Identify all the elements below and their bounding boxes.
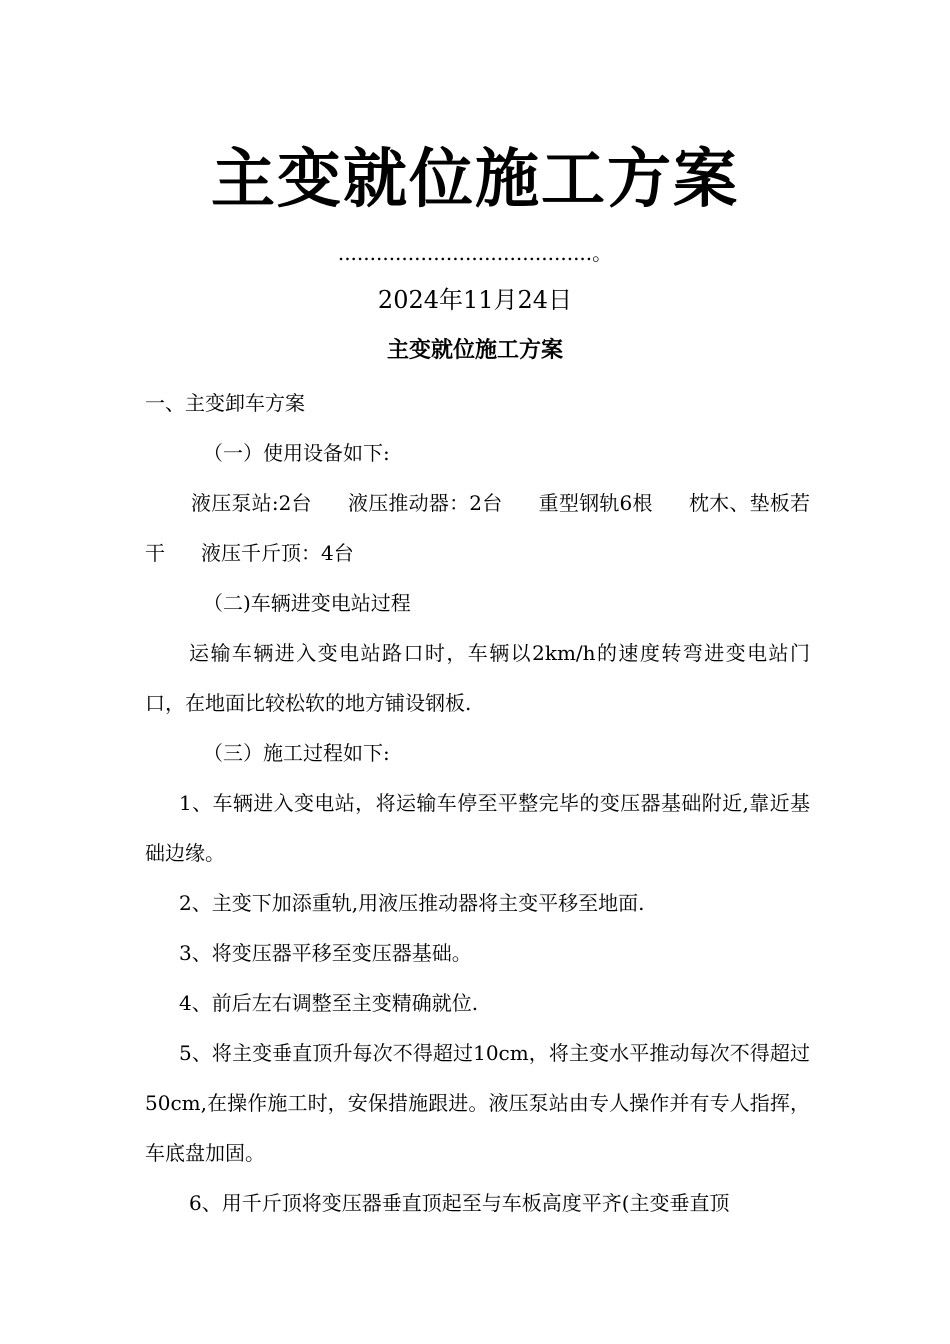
main-title: 主变就位施工方案	[211, 143, 739, 217]
section-heading: 一、主变卸车方案	[145, 391, 305, 415]
document-body	[145, 378, 810, 1228]
equipment-wood: 枕木、垫板若干	[145, 491, 811, 565]
vehicle-heading: （二)车辆进变电站过程	[203, 591, 411, 615]
step-item: 5、将主变垂直顶升每次不得超过10cm，将主变水平推动每次不得超过50cm,在操作施工时，安保措施跟进。液压泵站由专人操作并有专人指挥，车底盘加固。	[145, 1041, 810, 1165]
equipment-list	[145, 478, 810, 578]
step-item: 6、用千斤顶将变压器垂直顶起至与车板高度平齐(主变垂直顶	[189, 1191, 730, 1215]
equipment-pump: 液压泵站:2台	[191, 491, 312, 515]
step-item: 2、主变下加添重轨,用液压推动器将主变平移至地面.	[179, 891, 645, 915]
vehicle-paragraph: 运输车辆进入变电站路口时，车辆以2km/h的速度转弯进变电站门口，在地面比较松软的地方铺设钢板.	[145, 641, 810, 715]
step-item: 1、车辆进入变电站，将运输车停至平整完毕的变压器基础附近,靠近基础边缘。	[145, 791, 810, 865]
dotted-line: ........................................。	[337, 241, 613, 265]
equipment-heading: （一）使用设备如下:	[203, 441, 390, 465]
document-date: 2024年11月24日	[377, 286, 573, 314]
process-heading: （三）施工过程如下:	[203, 741, 390, 765]
sub-title: 主变就位施工方案	[386, 338, 563, 363]
step-item: 4、前后左右调整至主变精确就位.	[179, 991, 479, 1015]
equipment-jack: 液压千斤顶：4台	[201, 541, 354, 565]
equipment-pusher: 液压推动器：2台	[347, 491, 503, 515]
equipment-rail: 重型钢轨6根	[538, 491, 653, 515]
step-item: 3、将变压器平移至变压器基础。	[179, 941, 472, 965]
